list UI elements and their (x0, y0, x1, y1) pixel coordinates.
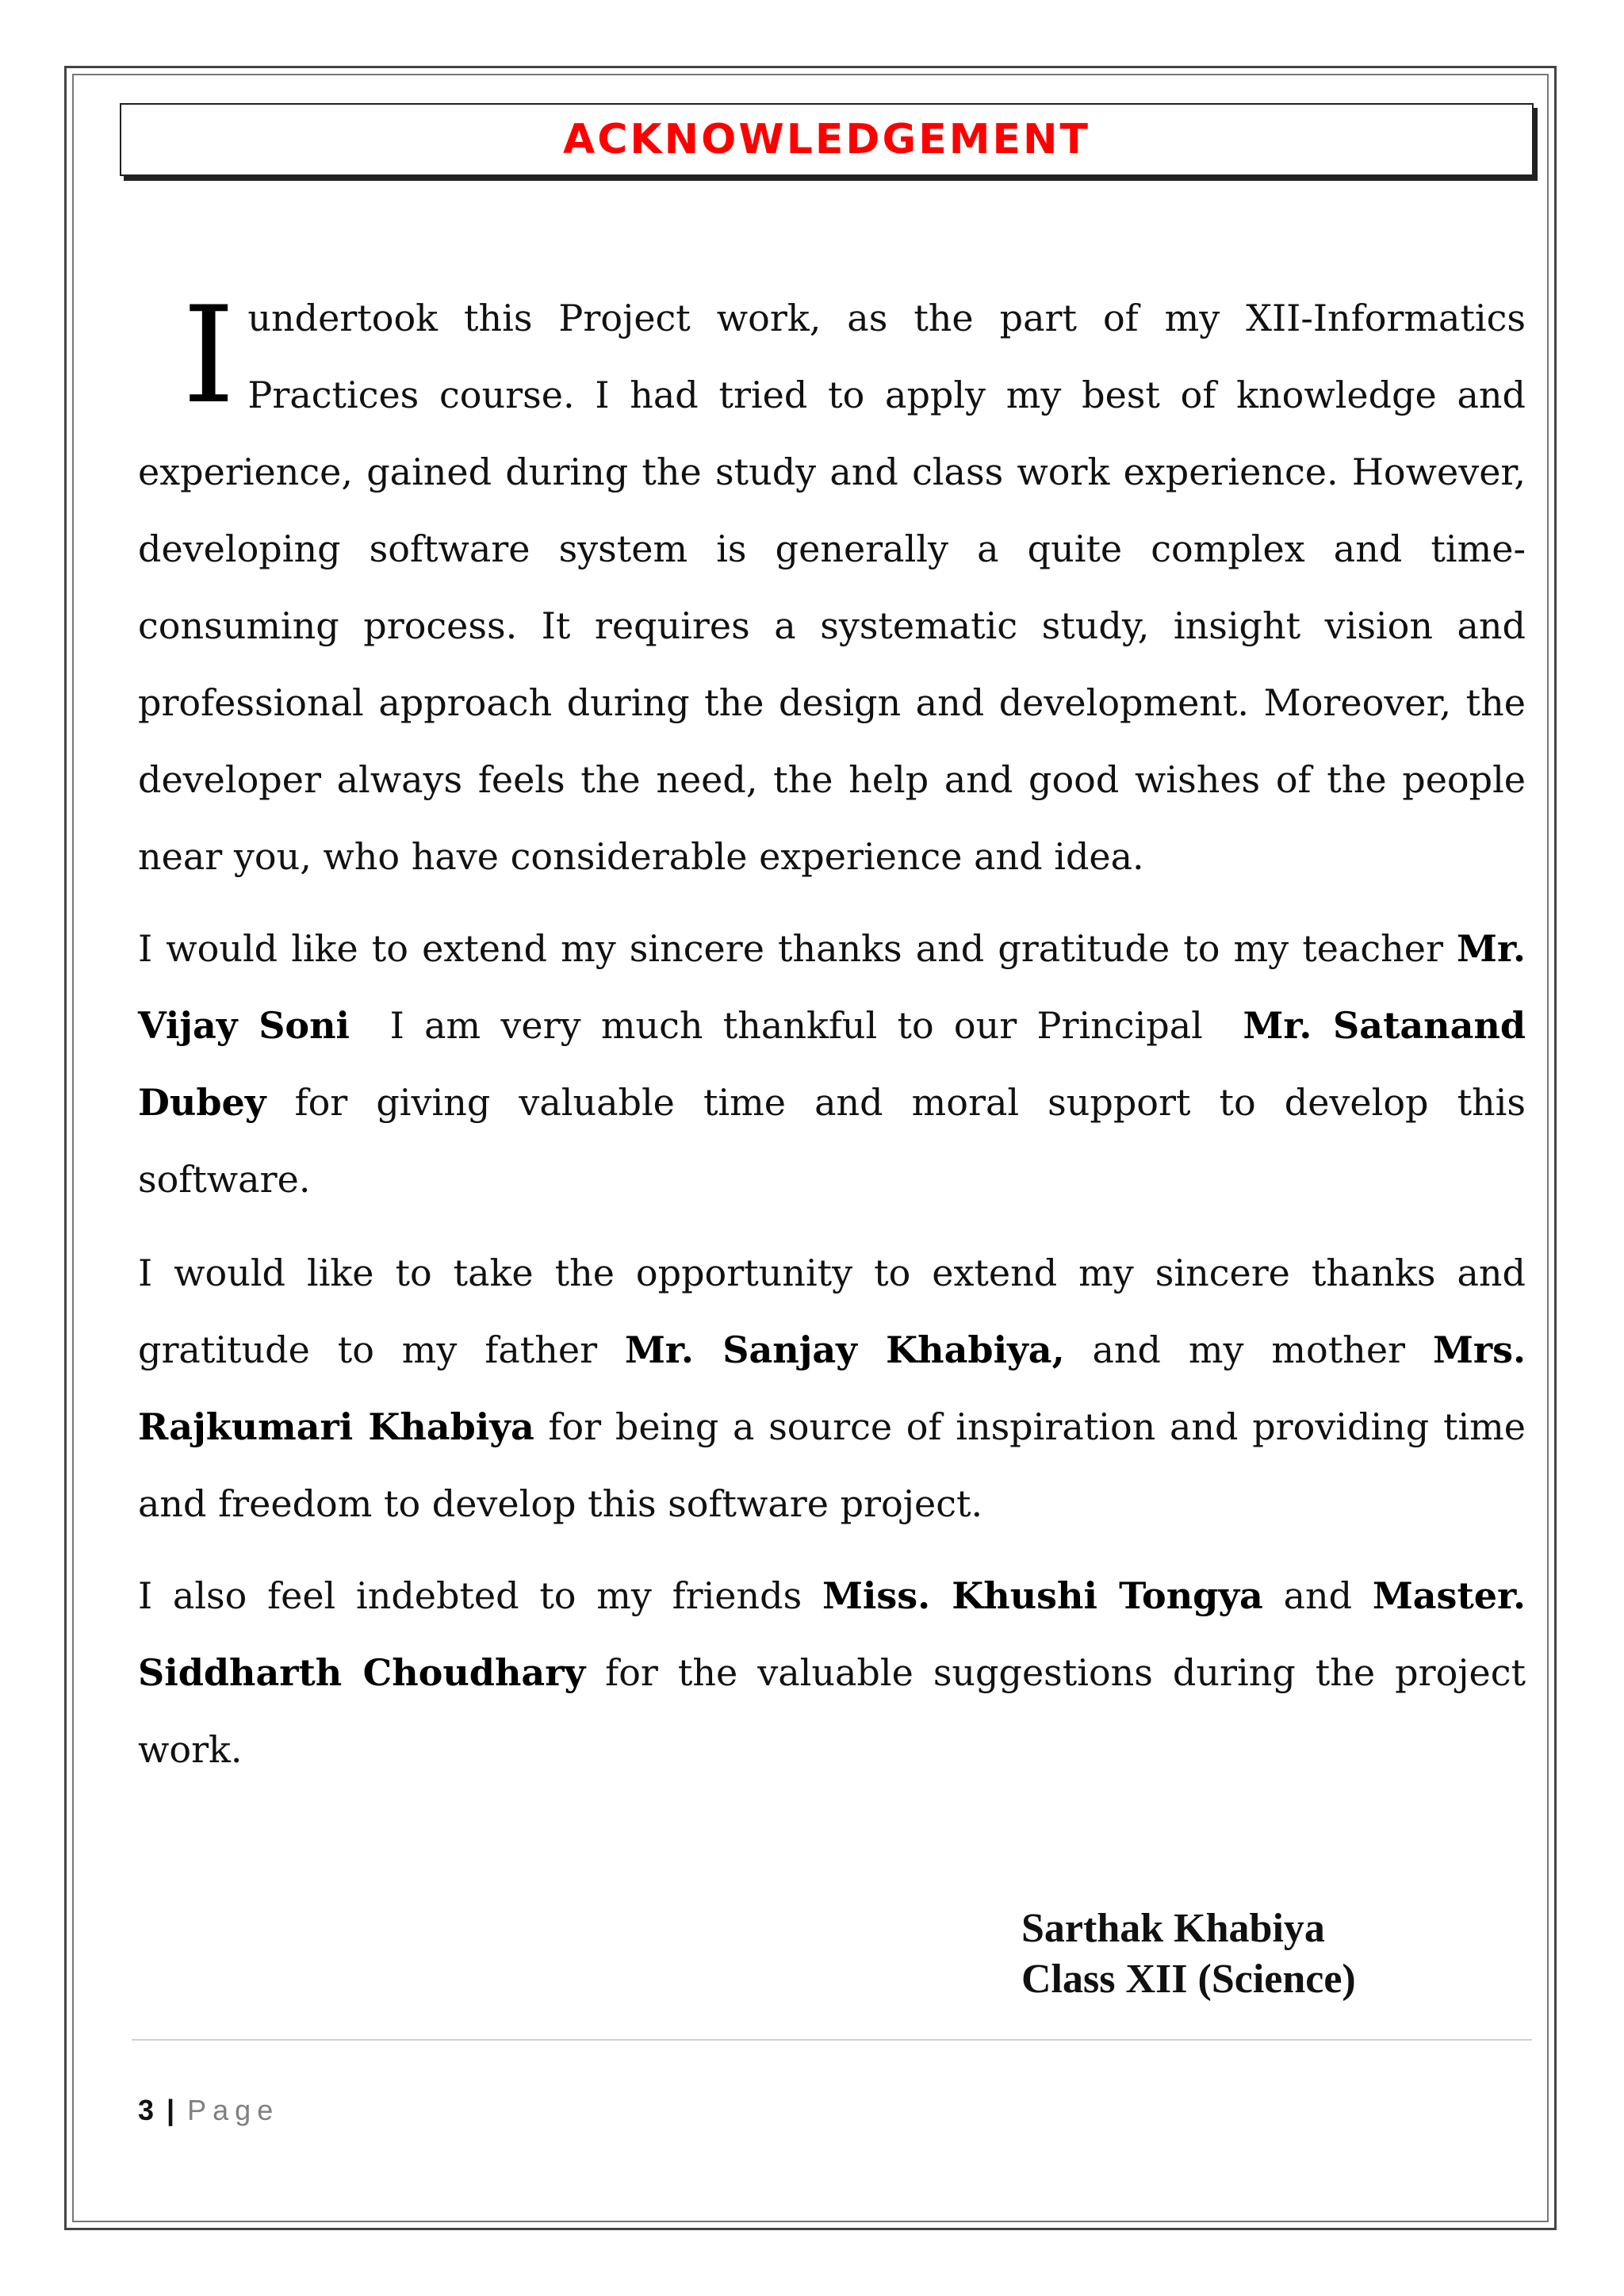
p4-text-2: and (1262, 1574, 1373, 1617)
signature-block (1021, 1903, 1356, 2005)
p4-text-1: I also feel indebted to my friends (138, 1574, 822, 1617)
title-box (120, 103, 1534, 176)
paragraph-intro (138, 280, 1526, 895)
footer-separator: | (167, 2094, 175, 2126)
signature-name: Sarthak Khabiya (1021, 1906, 1325, 1951)
paragraph-intro-text: undertook this Project work, as the part of my XII-Informatics Practices course. I had tried to apply my best of knowledge and experience, gained during the study and class work experience. However, developing software system is generally a quite complex and time-consuming process. It requires a systematic study, insight vision and professional approach during the design and development. Moreover, the developer always feels the need, the help and good wishes of the people near you, who have considerable experience and idea. (138, 297, 1526, 878)
paragraph-friends-thanks (138, 1558, 1526, 1788)
p2-text-1: I would like to extend my sincere thanks and gratitude to my teacher (138, 927, 1457, 970)
p2-text-2: I am very much thankful to our Principal (350, 1004, 1243, 1047)
page-label: Page (187, 2094, 280, 2126)
paragraph-parents-thanks (138, 1235, 1526, 1543)
friend-name-2: Master. Siddharth Choudhary (138, 1574, 1526, 1694)
father-name: Mr. Sanjay Khabiya, (625, 1328, 1065, 1371)
mother-name: Mrs. Rajkumari Khabiya (138, 1328, 1526, 1448)
p4-text-3: for the valuable suggestions during the project work. (138, 1651, 1526, 1771)
principal-name: Mr. Satanand Dubey (138, 1004, 1526, 1124)
dropcap-letter: I (182, 278, 236, 433)
friend-name-1: Miss. Khushi Tongya (822, 1574, 1263, 1617)
signature-class: Class XII (Science) (1021, 1957, 1356, 2002)
p2-text-3: for giving valuable time and moral support to develop this software. (138, 1081, 1526, 1201)
page-number: 3 (138, 2094, 155, 2126)
page-footer (138, 2094, 279, 2127)
p3-text-2: and my mother (1064, 1328, 1433, 1371)
paragraph-teacher-thanks (138, 910, 1526, 1218)
teacher-name: Mr. Vijay Soni (138, 927, 1526, 1047)
p3-text-3: for being a source of inspiration and providing time and freedom to develop this software project. (138, 1405, 1526, 1525)
footer-divider (132, 2039, 1532, 2041)
page-title: ACKNOWLEDGEMENT (562, 116, 1091, 163)
p3-text-1: I would like to take the opportunity to extend my sincere thanks and gratitude to my father (138, 1251, 1526, 1371)
